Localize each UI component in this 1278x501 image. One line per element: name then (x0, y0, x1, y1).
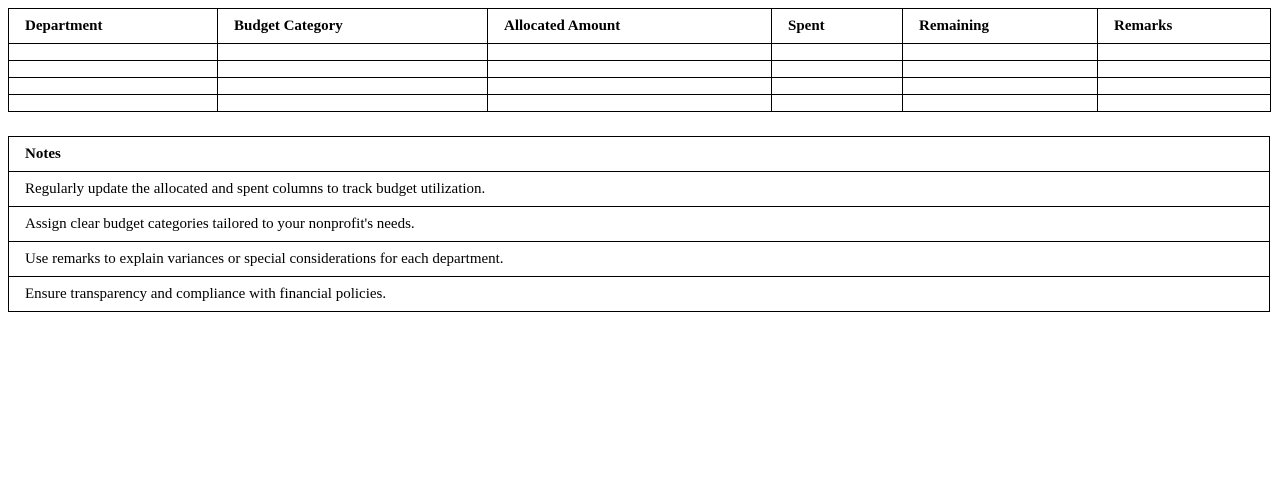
table-cell[interactable] (488, 61, 772, 78)
table-cell[interactable] (488, 95, 772, 112)
budget-header-row (9, 9, 1271, 44)
note-row (9, 242, 1270, 277)
table-row (9, 44, 1271, 61)
note-item: Use remarks to explain variances or special considerations for each department. (9, 242, 1270, 277)
table-row (9, 61, 1271, 78)
note-item: Ensure transparency and compliance with financial policies. (9, 277, 1270, 312)
table-cell[interactable] (1098, 61, 1271, 78)
table-cell[interactable] (218, 95, 488, 112)
table-cell[interactable] (9, 61, 218, 78)
table-cell[interactable] (903, 78, 1098, 95)
table-cell[interactable] (9, 95, 218, 112)
note-row (9, 172, 1270, 207)
table-cell[interactable] (903, 95, 1098, 112)
table-row (9, 95, 1271, 112)
column-header-remarks: Remarks (1098, 9, 1271, 44)
table-cell[interactable] (218, 44, 488, 61)
note-row (9, 277, 1270, 312)
notes-header: Notes (9, 137, 1270, 172)
column-header-spent: Spent (772, 9, 903, 44)
column-header-remaining: Remaining (903, 9, 1098, 44)
table-cell[interactable] (1098, 44, 1271, 61)
budget-table (8, 8, 1271, 112)
table-cell[interactable] (1098, 78, 1271, 95)
table-cell[interactable] (1098, 95, 1271, 112)
table-cell[interactable] (488, 44, 772, 61)
column-header-department: Department (9, 9, 218, 44)
table-cell[interactable] (218, 78, 488, 95)
notes-header-row (9, 137, 1270, 172)
note-item: Assign clear budget categories tailored to your nonprofit's needs. (9, 207, 1270, 242)
table-cell[interactable] (772, 78, 903, 95)
table-cell[interactable] (488, 78, 772, 95)
notes-table (8, 136, 1270, 312)
table-cell[interactable] (9, 78, 218, 95)
table-cell[interactable] (218, 61, 488, 78)
table-cell[interactable] (772, 44, 903, 61)
note-item: Regularly update the allocated and spent columns to track budget utilization. (9, 172, 1270, 207)
table-cell[interactable] (772, 61, 903, 78)
table-cell[interactable] (903, 44, 1098, 61)
column-header-allocated-amount: Allocated Amount (488, 9, 772, 44)
table-cell[interactable] (9, 44, 218, 61)
column-header-budget-category: Budget Category (218, 9, 488, 44)
note-row (9, 207, 1270, 242)
table-cell[interactable] (772, 95, 903, 112)
table-cell[interactable] (903, 61, 1098, 78)
table-row (9, 78, 1271, 95)
